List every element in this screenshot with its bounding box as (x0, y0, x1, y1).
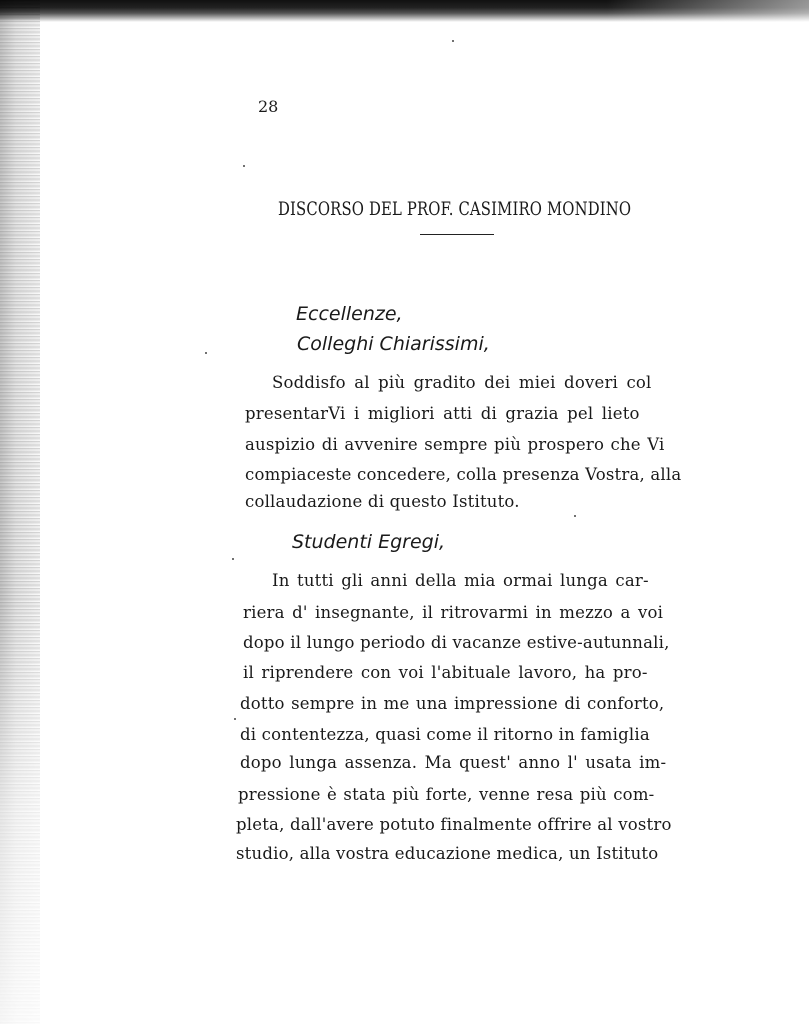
salutation-students: Studenti Egregi, (292, 531, 446, 553)
paragraph-2-line: riera d' insegnante, il ritrovarmi in mezzo a voi (243, 603, 664, 622)
paragraph-1-line: Soddisfo al più gradito dei miei doveri col (272, 373, 652, 392)
salutation-excellencies: Eccellenze, (296, 303, 403, 325)
paragraph-2-line: pleta, dall'avere potuto finalmente offrire al vostro (236, 815, 672, 834)
paragraph-2-line: di contentezza, quasi come il ritorno in famiglia (240, 725, 650, 744)
paragraph-1-line: collaudazione di questo Istituto. (245, 492, 520, 511)
paragraph-2-line: pressione è stata più forte, venne resa più com- (238, 785, 655, 804)
paragraph-2-line: studio, alla vostra educazione medica, un Istituto (236, 844, 659, 863)
heading-rule (420, 234, 494, 235)
paragraph-1-line: presentarVi i migliori atti di grazia pel lieto (245, 404, 640, 423)
paragraph-1-line: compiaceste concedere, colla presenza Vostra, alla (245, 465, 682, 484)
paragraph-2-line: dopo lunga assenza. Ma quest' anno l' usata im- (240, 753, 667, 772)
scan-top-shadow-fade (0, 0, 809, 22)
paragraph-2-line: In tutti gli anni della mia ormai lunga car- (272, 571, 649, 590)
page-heading: DISCORSO DEL PROF. CASIMIRO MONDINO (278, 198, 632, 220)
paragraph-2-line: dotto sempre in me una impressione di conforto, (240, 694, 665, 713)
salutation-colleagues: Colleghi Chiarissimi, (297, 333, 490, 355)
scan-binding-fade (0, 600, 40, 1024)
paragraph-2-line: dopo il lungo periodo di vacanze estive-autunnali, (243, 633, 670, 652)
paragraph-1-line: auspizio di avvenire sempre più prospero che Vi (245, 435, 665, 454)
paragraph-2-line: il riprendere con voi l'abituale lavoro, ha pro- (243, 663, 648, 682)
page-number: 28 (258, 97, 279, 116)
